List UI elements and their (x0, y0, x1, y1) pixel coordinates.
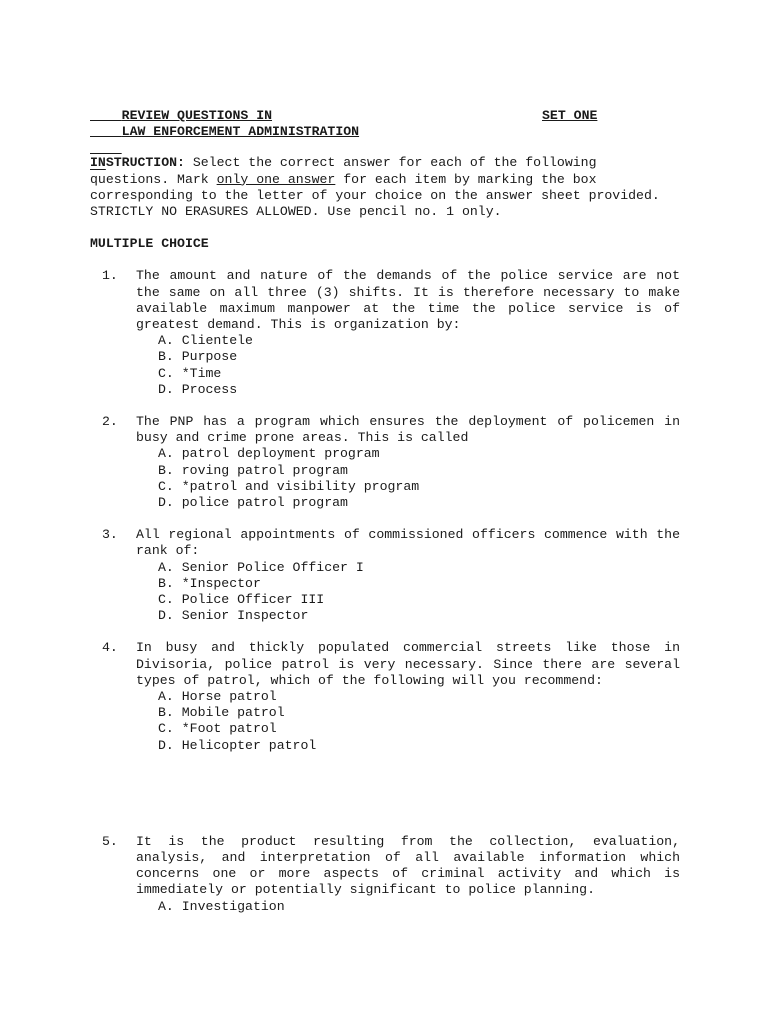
choice-a: A. Clientele (158, 333, 253, 349)
choice-b: B. Purpose (158, 349, 238, 365)
choice-a: A. Horse patrol (158, 689, 277, 705)
instruction-emphasis: only one answer (216, 171, 336, 187)
choice-list (136, 560, 680, 625)
question-text: The amount and nature of the demands of the police service are not the same on all three (3) shifts. It is therefore necessary to make available maximum manpower at the time the police service is of greatest demand. This is organization by: (136, 268, 680, 332)
question-text: The PNP has a program which ensures the deployment of policemen in busy and crime prone areas. This is called (136, 414, 680, 446)
choice-c: C. Police Officer III (158, 592, 325, 608)
choice-b: B. *Inspector (158, 575, 261, 591)
document-subject: LAW ENFORCEMENT ADMINISTRATION (121, 124, 360, 140)
choice-list (136, 333, 680, 398)
question-5 (90, 834, 680, 915)
choice-d: D. Helicopter patrol (158, 737, 317, 753)
instruction-text-before: Select the correct answer for each of the following questions. Mark (90, 155, 597, 187)
choice-a: A. Investigation (158, 898, 285, 914)
question-number: 4. (102, 640, 118, 656)
question-number: 3. (102, 527, 118, 543)
question-text: All regional appointments of commissioned officers commence with the rank of: (136, 527, 680, 559)
choice-b: B. roving patrol program (158, 462, 348, 478)
choice-d: D. Senior Inspector (158, 608, 309, 624)
instruction-label: INSTRUCTION: (90, 155, 185, 171)
choice-list (136, 446, 680, 511)
section-title: MULTIPLE CHOICE (90, 236, 209, 252)
document-title: REVIEW QUESTIONS IN (121, 108, 273, 124)
choice-c: C. *Foot patrol (158, 721, 277, 737)
choice-list (136, 689, 680, 754)
choice-d: D. police patrol program (158, 495, 348, 511)
choice-c: C. *patrol and visibility program (158, 478, 420, 494)
document-title-line-2 (90, 108, 680, 140)
choice-list (136, 899, 680, 915)
question-number: 5. (102, 833, 118, 849)
question-text: In busy and thickly populated commercial streets like those in Divisoria, police patrol is very necessary. Since there are several types of patrol, which of the following will you recommend: (136, 640, 680, 688)
choice-a: A. patrol deployment program (158, 446, 380, 462)
choice-d: D. Process (158, 381, 238, 397)
choice-c: C. *Time (158, 365, 222, 381)
document-page (90, 92, 680, 915)
instruction-paragraph (90, 155, 680, 220)
set-label: SET ONE (542, 108, 598, 124)
question-2 (90, 414, 680, 511)
question-3 (90, 527, 680, 624)
choice-a: A. Senior Police Officer I (158, 559, 364, 575)
question-number: 1. (102, 268, 118, 284)
question-number: 2. (102, 414, 118, 430)
instruction-text-after: for each item by marking the box corresponding to the letter of your choice on the answer sheet provided. STRICTLY NO ERASURES ALLOWED. Use pencil no. 1 only. (90, 171, 660, 219)
choice-b: B. Mobile patrol (158, 705, 285, 721)
question-4 (90, 640, 680, 753)
question-1 (90, 268, 680, 398)
question-text: It is the product resulting from the collection, evaluation, analysis, and interpretation of all available information which concerns one or more aspects of criminal activity and which is immediately or potentially significant to police planning. (136, 833, 680, 898)
